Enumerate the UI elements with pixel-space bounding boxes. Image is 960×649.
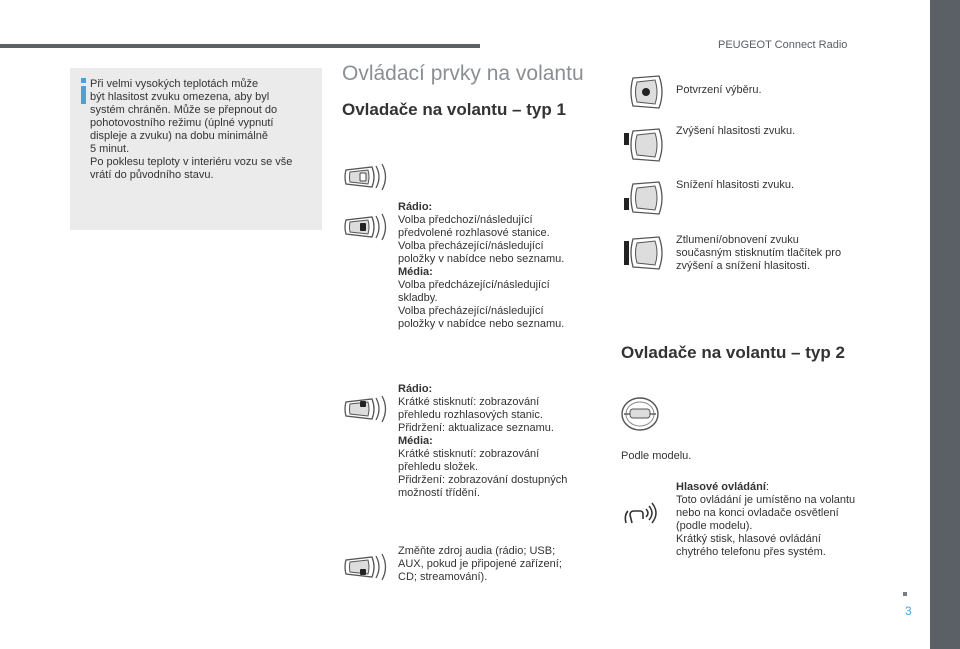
header-label: PEUGEOT Connect Radio: [718, 39, 848, 51]
text-line: přehledu složek.: [398, 461, 479, 473]
media-label: Média:: [398, 435, 433, 447]
text-line: Snížení hlasitosti zvuku.: [676, 179, 795, 191]
text-line: zvýšení a snížení hlasitosti.: [676, 260, 810, 272]
top-rule: [0, 44, 480, 48]
section-heading-type1: Ovladače na volantu – typ 1: [342, 100, 566, 119]
text-line: současným stisknutím tlačítek pro: [676, 247, 842, 259]
text-line: nebo na konci ovladače osvětlení: [676, 507, 839, 519]
text-line: Krátké stisknutí: zobrazování: [398, 448, 540, 460]
text-line: Přidržení: zobrazování dostupných: [398, 474, 568, 486]
page-marker: [903, 592, 907, 596]
info-note: [70, 68, 322, 230]
text-line: (podle modelu).: [676, 520, 753, 532]
confirm-description: [676, 84, 876, 97]
model-note: [621, 450, 821, 463]
note-text: Při velmi vysokých teplotách může být hlasitost zvuku omezena, aby byl systém chráněn. Může se přepnout do pohotovostního režimu (úplné vypnutí displeje a zvuku) na dobu minimálně 5 minut. Po poklesu teploty v interiéru vozu se vše vrátí do původního stavu.: [90, 78, 293, 181]
steering-control-icon: [342, 392, 390, 426]
text-line: Potvrzení výběru.: [676, 84, 762, 96]
text-line: položky v nabídce nebo seznamu.: [398, 318, 565, 330]
text-line: Krátké stisknutí: zobrazování: [398, 396, 540, 408]
text-line: CD; streamování).: [398, 571, 488, 583]
text-line: Ztlumení/obnovení zvuku: [676, 234, 799, 246]
steering-control-icon: [619, 125, 667, 165]
text-line: Změňte zdroj audia (rádio; USB;: [398, 545, 556, 557]
volume-down-description: [676, 179, 876, 192]
media-label: Média:: [398, 266, 433, 278]
text-line: Přidržení: aktualizace seznamu.: [398, 422, 554, 434]
text-line: AUX, pokud je připojené zařízení;: [398, 558, 562, 570]
text-line: Toto ovládání je umístěno na volantu: [676, 494, 856, 506]
label-colon: :: [765, 481, 769, 493]
steering-control-icon: [342, 160, 390, 194]
steering-control-icon: [619, 233, 667, 273]
radio-label: Rádio:: [398, 383, 433, 395]
right-edge-bar: [930, 0, 960, 649]
steering-wheel-icon: [619, 395, 661, 433]
steering-control-icon: [342, 210, 390, 244]
steering-control-icon: [619, 178, 667, 218]
steering-control-icon: [342, 550, 390, 584]
steering-control-icon: [619, 72, 667, 112]
text-line: předvolené rozhlasové stanice.: [398, 227, 550, 239]
source-description: [398, 545, 598, 584]
text-line: položky v nabídce nebo seznamu.: [398, 253, 565, 265]
voice-command-icon: [622, 497, 658, 527]
page-title: Ovládací prvky na volantu: [342, 62, 584, 85]
text-line: chytrého telefonu přes systém.: [676, 546, 826, 558]
text-line: Krátký stisk, hlasové ovládání: [676, 533, 821, 545]
text-line: přehledu rozhlasových stanic.: [398, 409, 543, 421]
text-line: Volba přecházející/následující: [398, 305, 544, 317]
voice-command-label: Hlasové ovládání: [676, 481, 766, 493]
page-number: 3: [905, 604, 912, 618]
text-line: Volba přecházející/následující: [398, 240, 544, 252]
radio-label: Rádio:: [398, 201, 433, 213]
mute-description: [676, 234, 876, 273]
model-note-text: Podle modelu.: [621, 450, 692, 462]
radio-seek-description: [398, 201, 598, 331]
text-line: Volba předchozí/následující: [398, 214, 533, 226]
list-description: [398, 383, 598, 500]
text-line: Volba předcházející/následující: [398, 279, 550, 291]
section-heading-type2: Ovladače na volantu – typ 2: [621, 343, 845, 362]
info-icon: [80, 78, 87, 104]
text-line: možností třídění.: [398, 487, 480, 499]
text-line: Zvýšení hlasitosti zvuku.: [676, 125, 796, 137]
text-line: skladby.: [398, 292, 438, 304]
voice-command-description: [676, 481, 886, 559]
volume-up-description: [676, 125, 876, 138]
